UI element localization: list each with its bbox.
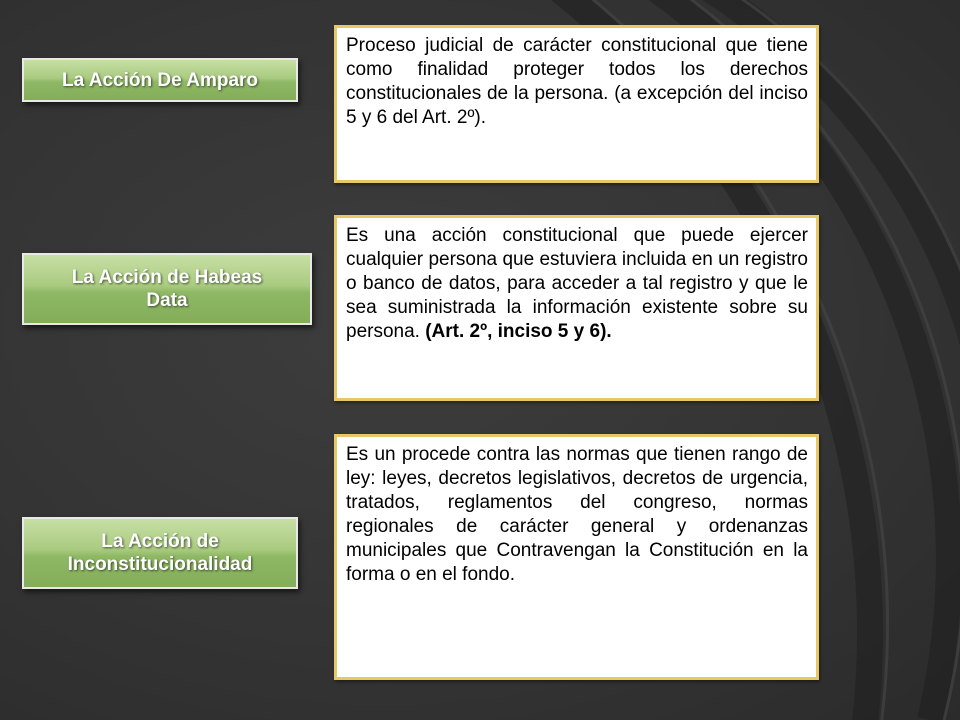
label-accion-amparo-text: La Acción De Amparo <box>61 69 259 91</box>
label-inconstitucionalidad-line2: Inconstitucionalidad <box>67 554 253 575</box>
label-accion-amparo <box>22 58 298 102</box>
definition-box-amparo <box>334 25 819 183</box>
label-accion-inconstitucionalidad <box>22 517 298 589</box>
definition-box-inconstitucionalidad <box>334 434 819 680</box>
label-accion-habeas-data <box>22 253 312 325</box>
definition-text-amparo: Proceso judicial de carácter constitucional que tiene como finalidad proteger todos los derechos constitucionales de la persona. (a excepción del inciso 5 y 6 del Art. 2º). <box>346 35 808 128</box>
definition-box-habeas-data <box>334 215 819 401</box>
label-habeas-data-line2: Data <box>146 290 188 311</box>
definition-text-inconstitucionalidad: Es un procede contra las normas que tienen rango de ley: leyes, decretos legislativos, decretos de urgencia, tratados, reglamentos del congreso, normas regionales de carácter general y ordenanzas municipales que Contravengan la Constitución en la forma o en el fondo. <box>346 444 808 585</box>
label-inconstitucionalidad-line1: La Acción de <box>101 531 219 552</box>
definition-reference-habeas-data: (Art. 2º, inciso 5 y 6). <box>425 321 612 342</box>
label-habeas-data-line1: La Acción de Habeas <box>71 267 263 288</box>
definition-text-habeas-data: Es una acción constitucional que puede ejercer cualquier persona que estuviera incluida en un registro o banco de datos, para acceder a tal registro y que le sea suministrada la información existente sobre su persona. <box>346 225 808 342</box>
